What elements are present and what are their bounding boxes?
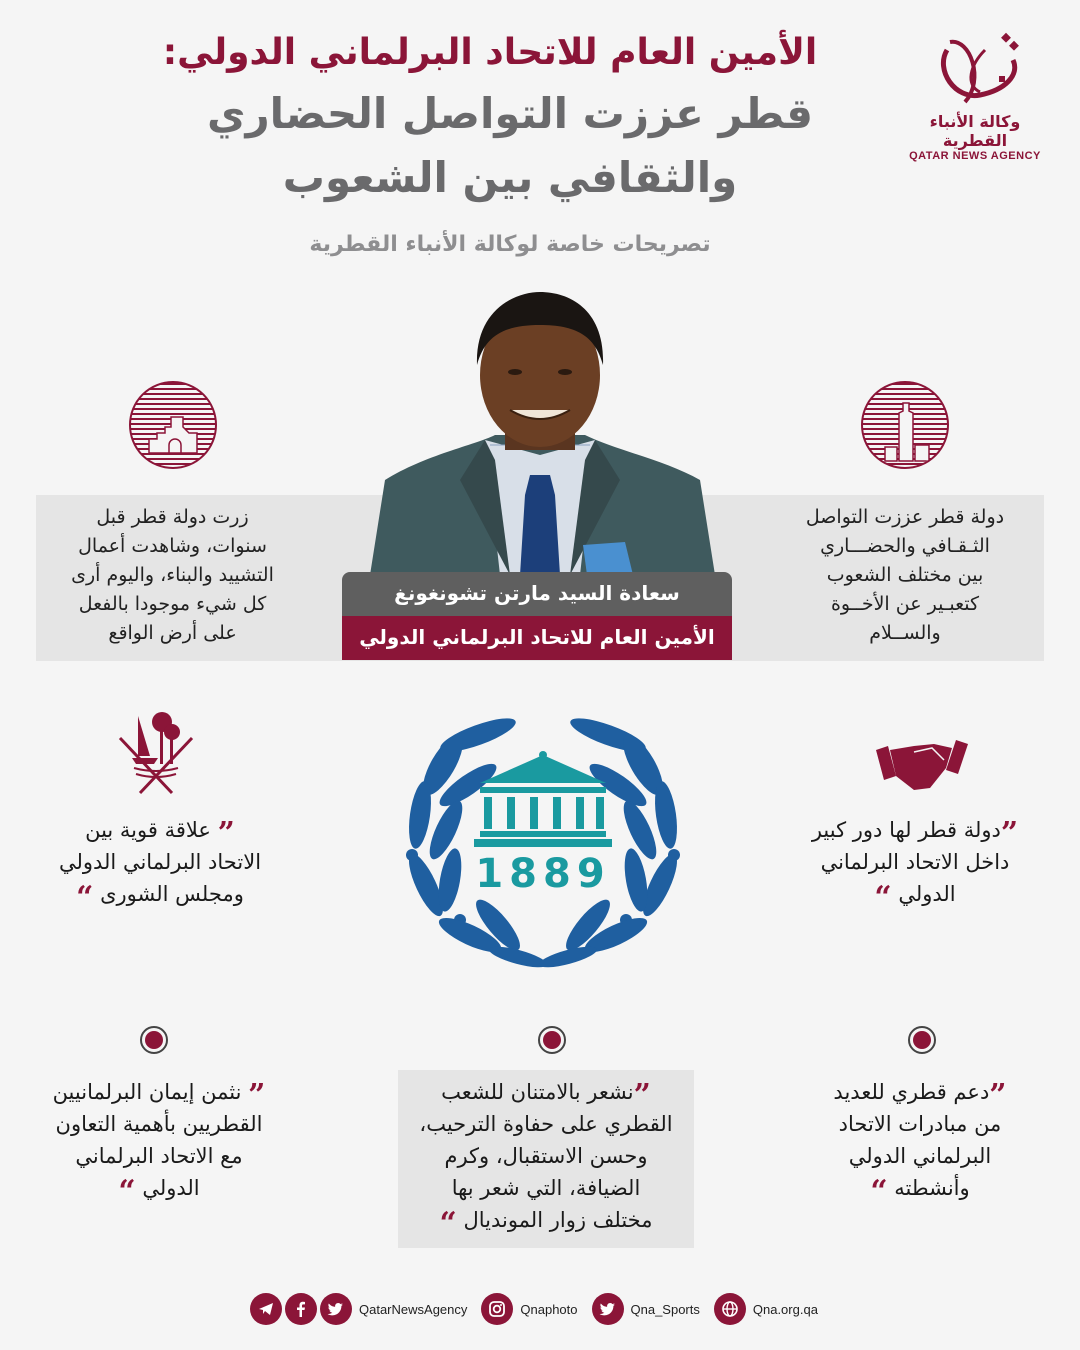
quote-line: الضيافة، التي شعر بها [451, 1176, 641, 1200]
instagram-icon[interactable] [481, 1293, 513, 1325]
statement-left-line: على أرض الواقع [108, 622, 237, 644]
quote-open-icon: ” [633, 1078, 651, 1113]
headline-title: الأمين العام للاتحاد البرلماني الدولي: [162, 32, 818, 73]
ipu-logo [398, 705, 688, 970]
quote-close-icon: “ [439, 1206, 457, 1241]
quote-line: مختلف زوار المونديال [463, 1208, 653, 1232]
quote-open-icon: ” [217, 816, 235, 851]
spiral-mosque-icon [861, 381, 949, 469]
social-footer [250, 1290, 840, 1328]
quote-line: داخل الاتحاد البرلماني [820, 850, 1010, 874]
quote-close-icon: “ [118, 1174, 136, 1209]
quote-open-icon: ” [1000, 816, 1019, 851]
telegram-icon[interactable] [250, 1293, 282, 1325]
social-handle-qatarnewsagency[interactable]: QatarNewsAgency [359, 1301, 468, 1317]
logo-arabic-text: وكالة الأنباء القطرية [929, 112, 1021, 150]
social-handle-qna-sports[interactable]: Qna_Sports [630, 1301, 700, 1317]
quote-gratitude [400, 1076, 692, 1241]
website-link[interactable]: Qna.org.qa [752, 1301, 818, 1317]
quote-open-icon: ” [989, 1078, 1007, 1113]
bullet-dot-icon [908, 1026, 936, 1054]
quote-qatar-role [790, 814, 1040, 915]
headline-subtitle-line2: والثقافي بين الشعوب [282, 153, 738, 202]
bullet-dot-icon [140, 1026, 168, 1054]
ipu-year: 1889 [475, 851, 611, 897]
globe-icon[interactable] [714, 1293, 746, 1325]
statement-right-line: والســلام [869, 622, 941, 644]
quote-close-icon: “ [874, 880, 892, 915]
quote-line: البرلماني الدولي [848, 1144, 992, 1168]
quote-line: وأنشطته [894, 1176, 970, 1200]
quote-line: الدولي [898, 882, 956, 906]
quote-line: القطري على حفاوة الترحيب، [419, 1112, 673, 1136]
quote-qatari-parliamentarians [34, 1076, 284, 1209]
quote-line: دولة قطر لها دور كبير [811, 818, 1001, 842]
museum-icon [129, 381, 217, 469]
profile-name: سعادة السيد مارتن تشونغونغ [342, 572, 732, 616]
statement-right-line: بين مختلف الشعوب [826, 564, 984, 586]
quote-line: نشعر بالامتنان للشعب [441, 1080, 634, 1104]
facebook-icon[interactable] [285, 1293, 317, 1325]
quote-line: القطريين بأهمية التعاون [55, 1112, 263, 1136]
exclusive-statement-label: تصريحات خاصة لوكالة الأنباء القطرية [309, 232, 711, 257]
statement-right [770, 503, 1040, 648]
handshake-icon [874, 738, 970, 794]
social-handle-qnaphoto[interactable]: Qnaphoto [520, 1301, 578, 1317]
qna-logo [900, 30, 1050, 160]
twitter-icon[interactable] [592, 1293, 624, 1325]
qna-logo-icon [925, 30, 1025, 110]
statement-left-line: كل شيء موجودا بالفعل [78, 593, 267, 615]
quote-line: الاتحاد البرلماني الدولي [58, 850, 262, 874]
statement-left [40, 503, 305, 648]
logo-english-text: QATAR NEWS AGENCY [909, 150, 1041, 162]
quote-shura-relation [40, 814, 280, 915]
qatar-emblem-icon [112, 708, 200, 798]
quote-line: من مبادرات الاتحاد [838, 1112, 1002, 1136]
quote-line: دعم قطري للعديد [833, 1080, 990, 1104]
portrait-photo [365, 280, 715, 575]
quote-line: وحسن الاستقبال، وكرم [444, 1144, 648, 1168]
statement-left-line: زرت دولة قطر قبل [96, 506, 249, 528]
statement-right-line: كتعبـير عن الأخــوة [830, 593, 980, 615]
statement-left-line: التشييد والبناء، واليوم أرى [71, 564, 274, 586]
quote-line: ومجلس الشورى [100, 882, 244, 906]
quote-line: مع الاتحاد البرلماني [75, 1144, 243, 1168]
statement-right-line: دولة قطر عززت التواصل [805, 506, 1005, 528]
profile-role: الأمين العام للاتحاد البرلماني الدولي [342, 616, 732, 660]
quote-open-icon: ” [248, 1078, 266, 1113]
laurel-wreath-icon [398, 705, 688, 970]
quote-line: نثمن إيمان البرلمانيين [52, 1080, 242, 1104]
quote-line: علاقة قوية بين [85, 818, 211, 842]
twitter-icon[interactable] [320, 1293, 352, 1325]
quote-close-icon: “ [76, 880, 94, 915]
statement-right-line: الثـقـافي والحضـــاري [820, 535, 990, 557]
quote-line: الدولي [142, 1176, 200, 1200]
headline-subtitle-line1: قطر عززت التواصل الحضاري [207, 89, 813, 138]
quote-qatari-support [800, 1076, 1040, 1209]
statement-left-line: سنوات، وشاهدت أعمال [78, 535, 267, 557]
bullet-dot-icon [538, 1026, 566, 1054]
quote-close-icon: “ [870, 1174, 888, 1209]
